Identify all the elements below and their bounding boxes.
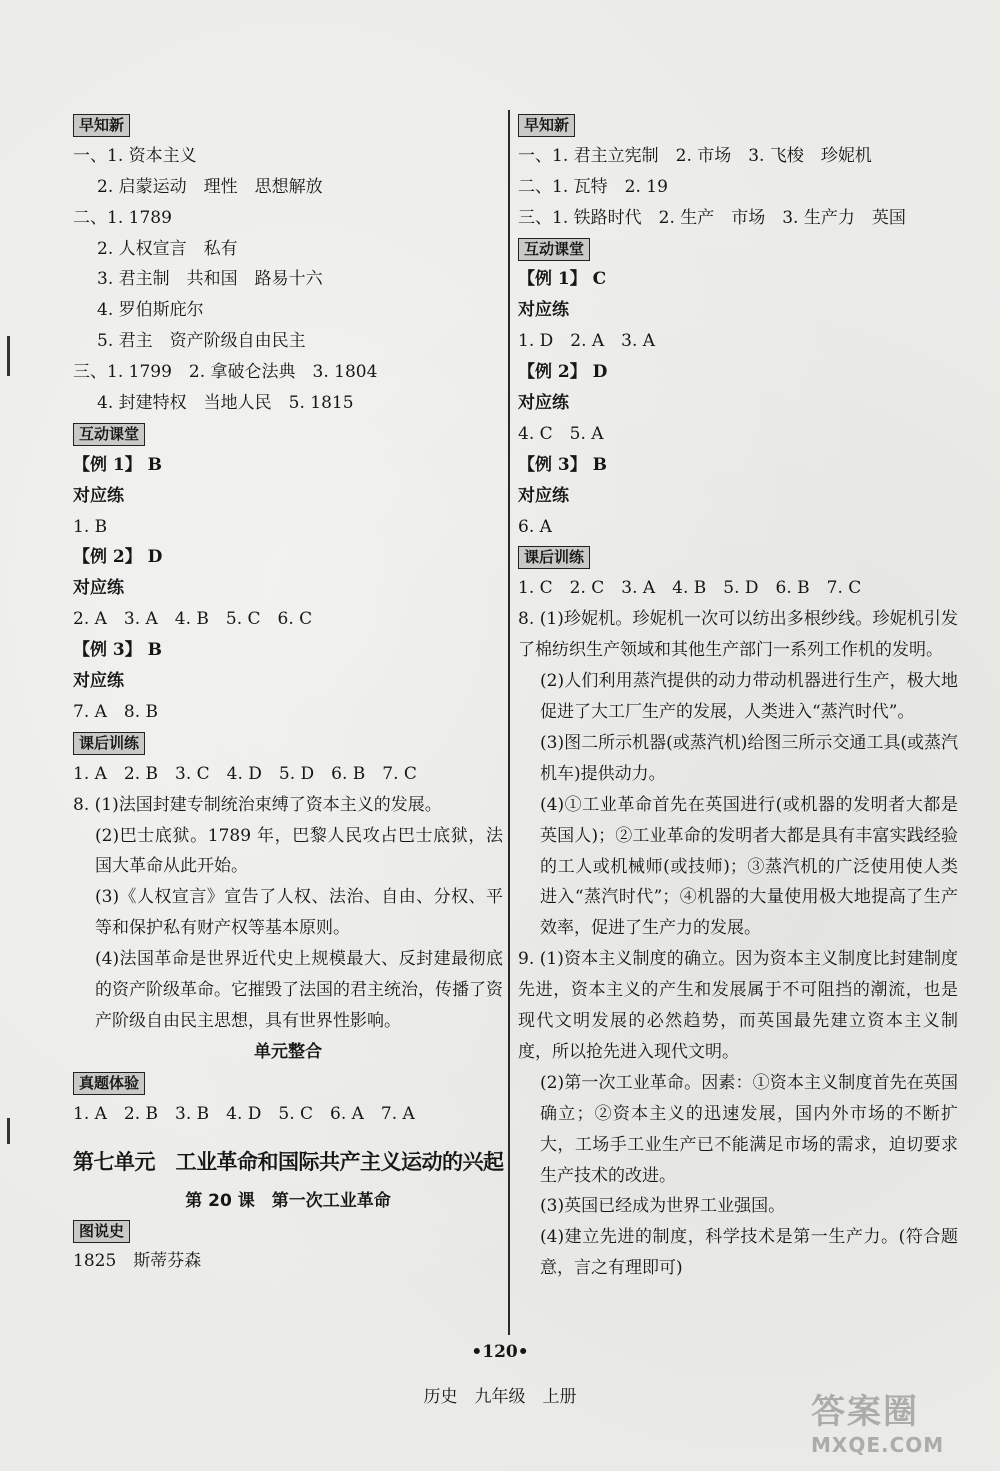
watermark-text: 答案圈 — [811, 1392, 919, 1432]
answer-line: 7. A 8. B — [73, 701, 159, 722]
answer-line: 3. 君主制 共和国 路易十六 — [97, 269, 323, 290]
answer-line: 4. C 5. A — [518, 423, 604, 444]
answer-line: 4. 封建特权 当地人民 5. 1815 — [97, 393, 354, 414]
answer-line: 2. 人权宣言 私有 — [97, 238, 238, 259]
answer-paragraph: (4)法国革命是世界近代史上规模最大、反封建最彻底的资产阶级革命。它摧毁了法国的君主统治，传播了资产阶级自由民主思想，具有世界性影响。 — [95, 949, 503, 1031]
section-tag: 早知新 — [518, 114, 575, 137]
answer-paragraph: (2)人们利用蒸汽提供的动力带动机器进行生产，极大地促进了大工厂生产的发展，人类进入“蒸汽时代”。 — [540, 671, 958, 722]
scan-edge-mark — [7, 336, 10, 376]
answer-line: 5. 君主 资产阶级自由民主 — [97, 331, 306, 352]
answer-line: 2. 启蒙运动 理性 思想解放 — [97, 176, 323, 197]
answer-line: 二、1. 瓦特 2. 19 — [518, 176, 668, 197]
answer-line: 【例 2】 D — [73, 547, 163, 568]
answer-line: 对应练 — [518, 393, 569, 414]
lesson-title: 第 20 课 第一次工业革命 — [185, 1190, 391, 1211]
answer-line: 1. A 2. B 3. C 4. D 5. D 6. B 7. C — [73, 763, 417, 784]
answer-paragraph: (2)第一次工业革命。因素：①资本主义制度首先在英国确立；②资本主义的迅速发展，国内外市场的不断扩大，工场手工业生产已不能满足市场的需求，迫切要求生产技术的改进。 — [540, 1072, 958, 1186]
right-column — [518, 110, 958, 1284]
answer-line: 【例 2】 D — [518, 362, 608, 383]
answer-line: 2. A 3. A 4. B 5. C 6. C — [73, 609, 313, 630]
answer-line: 【例 3】 B — [518, 454, 608, 475]
answer-line: 一、1. 资本主义 — [73, 145, 197, 166]
answer-line: 对应练 — [73, 671, 124, 692]
page-number: •120• — [471, 1342, 529, 1362]
section-tag: 课后训练 — [518, 546, 590, 569]
section-tag: 课后训练 — [73, 732, 145, 755]
answer-line: 6. A — [518, 516, 552, 537]
section-tag: 互动课堂 — [73, 423, 145, 446]
answer-line: 对应练 — [518, 300, 569, 321]
unit-title: 第七单元 工业革命和国际共产主义运动的兴起 — [73, 1149, 504, 1174]
left-column — [73, 110, 503, 1277]
answer-paragraph: (4)建立先进的制度，科学技术是第一生产力。(符合题意，言之有理即可) — [540, 1227, 958, 1279]
answer-line: 二、1. 1789 — [73, 207, 172, 228]
book-subject-line: 历史 九年级 上册 — [423, 1387, 577, 1407]
answer-line: 对应练 — [73, 485, 124, 506]
answer-line: 对应练 — [518, 485, 569, 506]
section-tag: 图说史 — [73, 1220, 130, 1243]
scan-edge-mark — [7, 1118, 10, 1144]
answer-line: 【例 3】 B — [73, 640, 163, 661]
answer-line: 三、1. 1799 2. 拿破仑法典 3. 1804 — [73, 362, 378, 383]
answer-paragraph: 8. (1)珍妮机。珍妮机一次可以纺出多根纱线。珍妮机引发了棉纺织生产领域和其他生产部门一系列工作机的发明。 — [518, 609, 958, 661]
answer-paragraph: (3)图二所示机器(或蒸汽机)给图三所示交通工具(或蒸汽机车)提供动力。 — [540, 732, 958, 784]
watermark-url: MXQE.COM — [811, 1433, 945, 1457]
answer-paragraph: (3)《人权宣言》宣告了人权、法治、自由、分权、平等和保护私有财产权等基本原则。 — [95, 887, 503, 939]
answer-line: 1. C 2. C 3. A 4. B 5. D 6. B 7. C — [518, 578, 862, 599]
answer-line: 1. A 2. B 3. B 4. D 5. C 6. A 7. A — [73, 1103, 415, 1124]
unit-review-title: 单元整合 — [254, 1041, 322, 1062]
answer-paragraph: (3)英国已经成为世界工业强国。 — [540, 1196, 786, 1217]
watermark-logo — [811, 1392, 986, 1464]
answer-line: 一、1. 君主立宪制 2. 市场 3. 飞梭 珍妮机 — [518, 145, 872, 166]
answer-line: 1. D 2. A 3. A — [518, 331, 656, 352]
answer-line: 对应练 — [73, 578, 124, 599]
answer-line: 三、1. 铁路时代 2. 生产 市场 3. 生产力 英国 — [518, 207, 906, 228]
column-divider — [508, 110, 510, 1335]
answer-line: 【例 1】 B — [73, 454, 163, 475]
answer-paragraph: (4)①工业革命首先在英国进行(或机器的发明者大都是英国人)；②工业革命的发明者大都是具有丰富实践经验的工人或机械师(或技师)；③蒸汽机的广泛使用使人类进入“蒸汽时代”；④机器的大量使用极大地提高了生产效率，促进了生产力的发展。 — [540, 794, 958, 939]
section-tag: 早知新 — [73, 114, 130, 137]
answer-paragraph: 8. (1)法国封建专制统治束缚了资本主义的发展。 — [73, 794, 442, 815]
answer-line: 1825 斯蒂芬森 — [73, 1251, 202, 1272]
answer-line: 4. 罗伯斯庇尔 — [97, 300, 204, 321]
answer-paragraph: (2)巴士底狱。1789 年，巴黎人民攻占巴士底狱，法国大革命从此开始。 — [95, 825, 503, 877]
section-tag: 真题体验 — [73, 1072, 145, 1095]
answer-line: 【例 1】 C — [518, 269, 607, 290]
section-tag: 互动课堂 — [518, 238, 590, 261]
answer-line: 1. B — [73, 516, 108, 537]
answer-paragraph: 9. (1)资本主义制度的确立。因为资本主义制度比封建制度先进，资本主义的产生和发展属于不可阻挡的潮流，也是现代文明发展的必然趋势，而英国最先建立资本主义制度，所以抢先进入现代文明。 — [518, 949, 958, 1062]
